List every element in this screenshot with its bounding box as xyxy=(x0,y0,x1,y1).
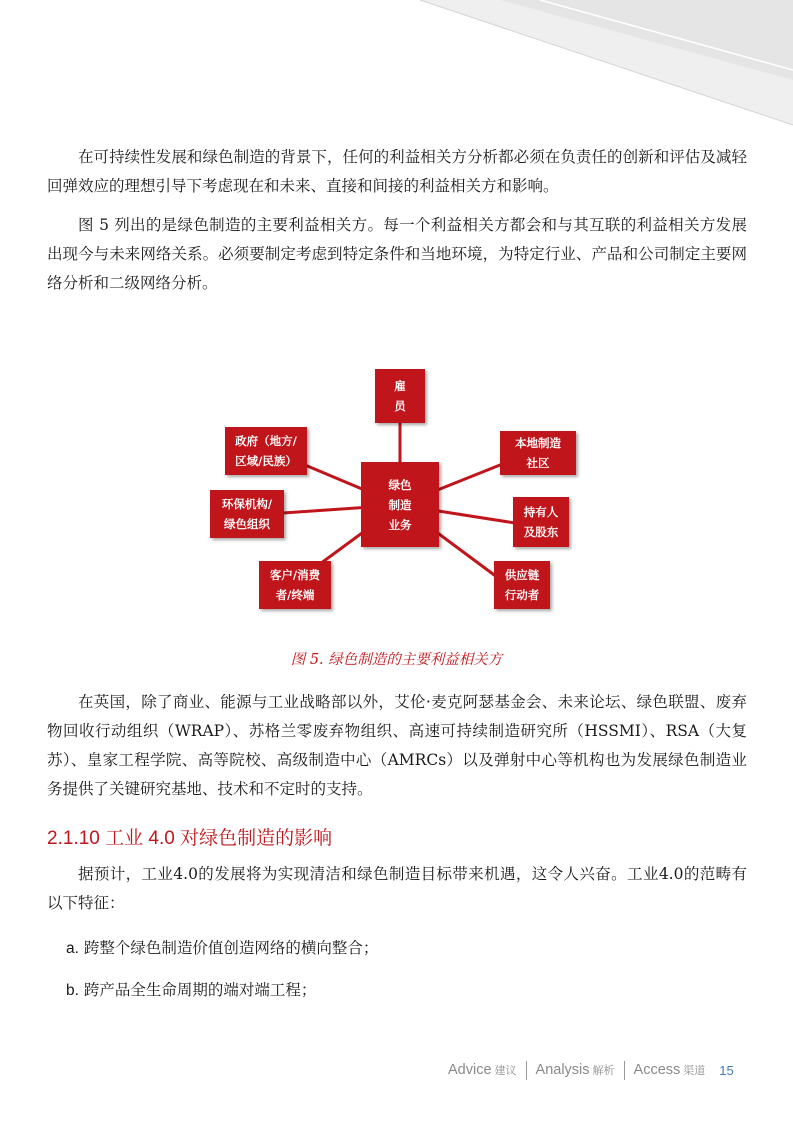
corner-decoration xyxy=(0,0,793,140)
node-government: 政府（地方/ 区域/民族） xyxy=(225,427,307,475)
list-item-text: 跨整个绿色制造价值创造网络的横向整合； xyxy=(83,939,379,957)
footer-advice-zh: 建议 xyxy=(494,1065,517,1077)
intro-paragraph: 在可持续性发展和绿色制造的背景下，任何的利益相关方分析都必须在负责任的创新和评估及减轻回弹效应的理想引导下考虑现在和未来、直接和间接的利益相关方和影响。 xyxy=(47,148,747,195)
figure-reference-paragraph: 图 5 列出的是绿色制造的主要利益相关方。每一个利益相关方都会和与其互联的利益相关方发展出现今与未来网络关系。必须要制定考虑到特定条件和当地环境，为特定行业、产品和公司制定主要网络分析和二级网络分析。 xyxy=(47,216,747,292)
list-item xyxy=(66,976,746,1005)
uk-institutions-paragraph: 在英国，除了商业、能源与工业战略部以外，艾伦·麦克阿瑟基金会、未来论坛、绿色联盟、废弃物回收行动组织（WRAP）、苏格兰零废弃物组织、高速可持续制造研究所（HSSMI）、RSA（大复苏）、皇家工程学院、高等院校、高级制造中心（AMRCs）以及弹射中心等机构也为发展绿色制造业务提供了关键研究基地、技术和不定时的支持。 xyxy=(47,693,747,798)
footer-advice: Advice xyxy=(448,1062,492,1078)
node-employees: 雇 员 xyxy=(375,369,425,423)
node-local-community: 本地制造 社区 xyxy=(500,431,576,475)
list-item-label: b. xyxy=(66,982,79,999)
footer-analysis-zh: 解析 xyxy=(592,1065,615,1077)
footer-analysis: Analysis xyxy=(535,1062,590,1078)
footer-divider xyxy=(526,1061,527,1080)
footer-access-zh: 渠道 xyxy=(683,1065,706,1077)
list-item-label: a. xyxy=(66,940,79,957)
footer-access: Access xyxy=(633,1062,681,1078)
list-item-text: 跨产品全生命周期的端对端工程； xyxy=(83,981,317,999)
page-number: 15 xyxy=(719,1062,734,1078)
footer-divider xyxy=(624,1061,625,1080)
industry40-paragraph: 据预计，工业4.0的发展将为实现清洁和绿色制造目标带来机遇，这令人兴奋。工业4.0的范畴有以下特征： xyxy=(47,865,747,912)
node-owners-shareholders: 持有人 及股东 xyxy=(513,497,569,547)
list-item xyxy=(66,934,746,963)
node-customers: 客户/消费 者/终端 xyxy=(259,561,331,609)
page-footer xyxy=(448,1058,734,1082)
node-environmental-orgs: 环保机构/ 绿色组织 xyxy=(210,490,284,538)
node-green-manufacturing-business: 绿色 制造 业务 xyxy=(361,462,439,547)
node-supply-chain: 供应链 行动者 xyxy=(494,561,550,609)
figure-caption: 图 5. 绿色制造的主要利益相关方 xyxy=(290,652,503,668)
section-heading: 2.1.10 工业 4.0 对绿色制造的影响 xyxy=(47,828,333,849)
stakeholder-diagram xyxy=(205,365,595,625)
